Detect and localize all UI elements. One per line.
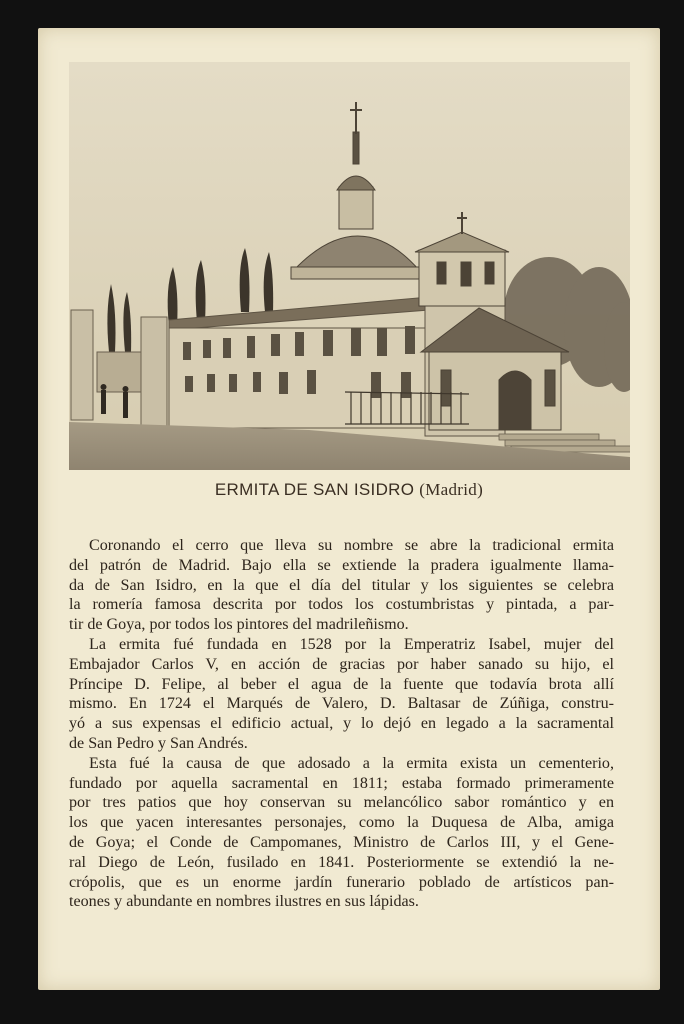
text-line: teones y abundante en nombres ilustres en sus lápidas. [69, 893, 419, 911]
text-line: Coronando el cerro que lleva su nombre se abre la tradicional ermita [89, 537, 614, 554]
title-main: ERMITA DE SAN ISIDRO [214, 480, 415, 499]
text-line: la romería famosa descrita por todos los costumbristas y pintada, a par- [69, 596, 614, 614]
text-line: yó a sus expensas el edificio actual, y lo dejó en legado a la sacramental [69, 715, 614, 733]
text-line: tir de Goya, por todos los pintores del madrileñismo. [69, 616, 409, 634]
hermitage-illustration [69, 62, 630, 470]
postcard [38, 28, 660, 990]
text-line: ral Diego de León, fusilado en 1841. Posteriormente se extendió la ne- [69, 853, 614, 871]
text-line: por tres patios que hoy conservan su melancólico sabor romántico y en [69, 794, 614, 812]
text-line: fundado por aquella sacramental en 1811; estaba formado primeramente [69, 774, 614, 792]
text-line: Embajador Carlos V, en acción de gracias por haber sanado su hijo, el [69, 655, 614, 673]
text-line: de San Pedro y San Andrés. [69, 734, 248, 752]
text-line: los que yacen interesantes personajes, como la Duquesa de Alba, amiga [69, 814, 614, 832]
text-line: crópolis, que es un enorme jardín funerario poblado de artísticos pan- [69, 873, 614, 891]
church-photo [69, 62, 630, 470]
text-line: de Goya; el Conde de Campomanes, Ministro de Carlos III, y el Gene- [69, 833, 614, 851]
text-line: del patrón de Madrid. Bajo ella se extiende la pradera igualmente llama- [69, 556, 614, 574]
text-line: La ermita fué fundada en 1528 por la Emperatriz Isabel, mujer del [89, 635, 614, 653]
text-line: mismo. En 1724 el Marqués de Valero, D. Baltasar de Zúñiga, constru- [69, 695, 614, 713]
text-line: Príncipe D. Felipe, al beber el agua de la fuente que todavía brota allí [69, 675, 614, 693]
postcard-title [38, 480, 660, 500]
title-place: (Madrid) [419, 480, 484, 499]
text-line: da de San Isidro, en la que el día del titular y los siguientes se celebra [69, 576, 614, 594]
text-line: Esta fué la causa de que adosado a la ermita exista un cementerio, [89, 754, 614, 772]
description-text [69, 536, 614, 912]
